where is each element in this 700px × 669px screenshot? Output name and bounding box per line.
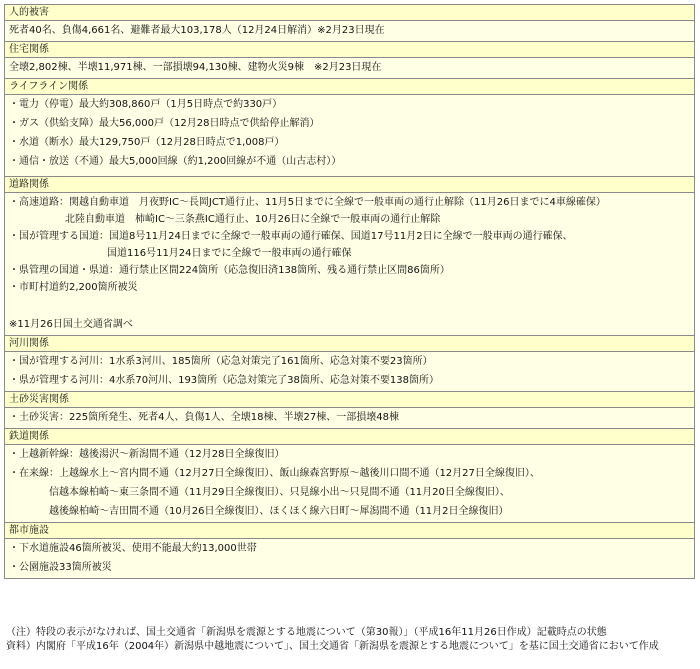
section-body-urban	[5, 539, 695, 579]
lifeline-line-2: ・ガス（供給支障）最大56,000戸（12月28日時点で供給停止解消）	[9, 118, 320, 129]
section-body-human	[5, 21, 695, 42]
road-line-3: ・国が管理する国道：国道8号11月24日までに全線で一般車両の通行確保、国道17号11月2日に全線で一般車両の通行確保、	[9, 231, 573, 242]
road-line-2: 北陸自動車道 柿崎IC～三条燕IC通行止、10月26日に全線で一般車両の通行止解除	[65, 214, 441, 225]
section-header-railway: 鉄道関係	[5, 429, 695, 445]
section-body-housing	[5, 58, 695, 79]
road-spacer	[9, 298, 694, 318]
urban-line-1: ・下水道施設46箇所被災、使用不能最大約13,000世帯	[9, 543, 257, 554]
railway-line-1: ・上越新幹線：越後湯沢～新潟間不通（12月28日全線復旧）	[9, 449, 285, 460]
sediment-line-1: ・土砂災害：225箇所発生、死者4人、負傷1人、全壊18棟、半壊27棟、一部損壊48棟	[9, 412, 399, 423]
railway-line-2: ・在来線：上越線水上～宮内間不通（12月27日全線復旧）、飯山線森宮野原～越後川口間不通（12月27日全線復旧）、	[9, 468, 540, 479]
section-header-river: 河川関係	[5, 336, 695, 352]
section-body-lifeline	[5, 95, 695, 177]
section-header-road: 道路関係	[5, 177, 695, 193]
section-header-human: 人的被害	[5, 5, 695, 21]
section-body-road	[5, 193, 695, 336]
footnotes	[6, 626, 696, 654]
human-line-1: 死者40名、負傷4,661名、避難者最大103,178人（12月24日解消）※2月23日現在	[9, 25, 385, 36]
section-body-railway	[5, 445, 695, 523]
lifeline-line-1: ・電力（停電）最大約308,860戸（1月5日時点で約330戸）	[9, 99, 283, 110]
road-line-4: 国道116号11月24日までに全線で一般車両の通行確保	[107, 248, 352, 259]
river-line-1: ・国が管理する河川：1水系3河川、185箇所（応急対策完了161箇所、応急対策不要23箇所）	[9, 356, 433, 367]
road-line-1: ・高速道路：関越自動車道 月夜野IC～長岡JCT通行止、11月5日までに全線で一般車両の通行止解除（11月26日までに4車線確保）	[9, 197, 606, 208]
railway-line-4: 越後線柏崎～吉田間不通（10月26日全線復旧）、ほくほく線六日町～犀潟間不通（11月2日全線復旧）	[49, 506, 509, 517]
damage-summary-table	[4, 4, 695, 579]
road-line-6: ・市町村道約2,200箇所被災	[9, 282, 138, 293]
river-line-2: ・県が管理する河川：4水系70河川、193箇所（応急対策完了38箇所、応急対策不要138箇所）	[9, 375, 439, 386]
footnote-note: （注）特段の表示がなければ、国土交通省「新潟県を震源とする地震について（第30報）」（平成16年11月26日作成）記載時点の状態	[6, 627, 607, 638]
section-header-lifeline: ライフライン関係	[5, 79, 695, 95]
section-body-river	[5, 352, 695, 392]
urban-line-2: ・公園施設33箇所被災	[9, 562, 112, 573]
footnote-source: 資料）内閣府「平成16年（2004年）新潟県中越地震について」、国土交通省「新潟県を震源とする地震について」を基に国土交通省において作成	[6, 641, 659, 652]
section-header-urban: 都市施設	[5, 523, 695, 539]
railway-line-3: 信越本線柏崎～東三条間不通（11月29日全線復旧）、只見線小出～只見間不通（11月20日全線復旧）、	[49, 487, 510, 498]
section-body-sediment	[5, 408, 695, 429]
housing-line-1: 全壊2,802棟、半壊11,971棟、一部損壊94,130棟、建物火災9棟 ※2月23日現在	[9, 62, 382, 73]
section-header-sediment: 土砂災害関係	[5, 392, 695, 408]
section-header-housing: 住宅関係	[5, 42, 695, 58]
road-line-5: ・県管理の国道・県道：通行禁止区間224箇所（応急復旧済138箇所、残る通行禁止区間86箇所）	[9, 265, 450, 276]
road-source-note: ※11月26日国土交通省調べ	[9, 319, 133, 330]
lifeline-line-3: ・水道（断水）最大129,750戸（12月28日時点で1,008戸）	[9, 137, 285, 148]
lifeline-line-4: ・通信・放送（不通）最大5,000回線（約1,200回線が不通（山古志村））	[9, 156, 342, 167]
